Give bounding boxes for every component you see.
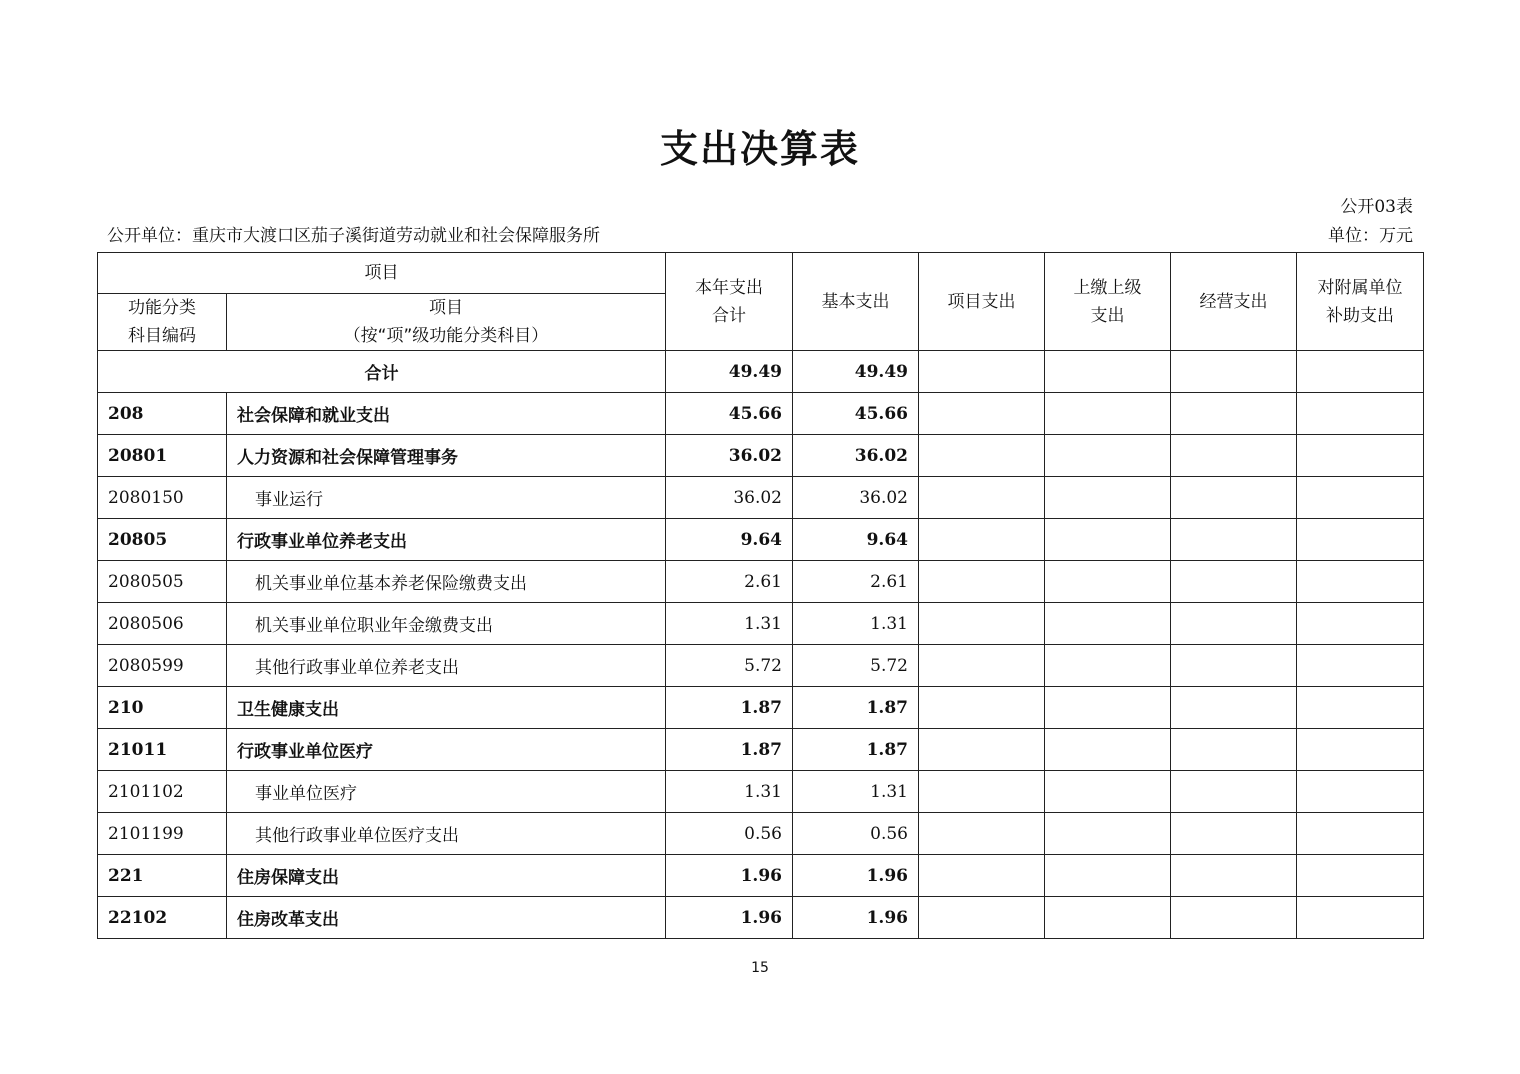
table-row [98,855,1424,897]
row-total: 1.87 [666,729,793,771]
header-code-line2: 科目编码 [128,326,196,346]
row-project [919,561,1045,603]
row-business [1171,855,1297,897]
row-upper [1045,771,1171,813]
header-name [227,294,666,351]
row-basic: 5.72 [793,645,919,687]
row-basic: 1.96 [793,855,919,897]
row-name: 事业运行 [227,477,666,519]
row-upper [1045,435,1171,477]
row-code: 20801 [98,435,227,477]
row-code: 21011 [98,729,227,771]
header-code-line1: 功能分类 [128,298,196,318]
row-project [919,813,1045,855]
row-subsidy [1297,561,1424,603]
row-name: 社会保障和就业支出 [227,393,666,435]
row-basic: 1.31 [793,603,919,645]
header-total [666,253,793,351]
row-total: 5.72 [666,645,793,687]
row-subsidy [1297,855,1424,897]
row-project [919,687,1045,729]
row-name: 其他行政事业单位医疗支出 [227,813,666,855]
row-business [1171,813,1297,855]
row-project [919,771,1045,813]
header-upper-line1: 上缴上级 [1073,277,1142,298]
row-basic: 1.31 [793,771,919,813]
total-basic: 49.49 [793,351,919,393]
total-subsidy [1297,351,1424,393]
row-name: 卫生健康支出 [227,687,666,729]
header-subsidy-line1: 对附属单位 [1317,277,1403,298]
row-name: 事业单位医疗 [227,771,666,813]
header-code [98,294,227,351]
row-total: 36.02 [666,435,793,477]
row-upper [1045,897,1171,939]
row-subsidy [1297,771,1424,813]
row-project [919,645,1045,687]
row-business [1171,645,1297,687]
row-name: 人力资源和社会保障管理事务 [227,435,666,477]
row-project [919,393,1045,435]
row-business [1171,687,1297,729]
header-total-line1: 本年支出 [695,277,763,298]
row-name: 住房改革支出 [227,897,666,939]
row-total: 1.87 [666,687,793,729]
row-name: 其他行政事业单位养老支出 [227,645,666,687]
row-business [1171,771,1297,813]
row-code: 2080505 [98,561,227,603]
table-row [98,813,1424,855]
row-code: 2101199 [98,813,227,855]
row-business [1171,519,1297,561]
row-upper [1045,477,1171,519]
header-row-1 [98,253,1424,294]
row-upper [1045,393,1171,435]
header-name-line2: （按“项”级功能分类科目） [343,326,549,346]
table-number: 公开03表 [1340,197,1413,217]
table-row [98,561,1424,603]
row-code: 208 [98,393,227,435]
row-code: 20805 [98,519,227,561]
header-subsidy-line2: 补助支出 [1326,305,1394,326]
row-code: 2101102 [98,771,227,813]
table-row [98,897,1424,939]
row-code: 2080150 [98,477,227,519]
total-row [98,351,1424,393]
row-name: 机关事业单位职业年金缴费支出 [227,603,666,645]
header-name-line1: 项目 [429,298,463,318]
row-upper [1045,813,1171,855]
row-upper [1045,519,1171,561]
row-code: 221 [98,855,227,897]
header-upper [1045,253,1171,351]
row-upper [1045,855,1171,897]
row-name: 行政事业单位医疗 [227,729,666,771]
row-upper [1045,729,1171,771]
row-total: 45.66 [666,393,793,435]
row-name: 机关事业单位基本养老保险缴费支出 [227,561,666,603]
row-business [1171,561,1297,603]
row-project [919,603,1045,645]
row-basic: 36.02 [793,435,919,477]
header-basic: 基本支出 [793,253,919,351]
header-business: 经营支出 [1171,253,1297,351]
page-title: 支出决算表 [659,127,860,171]
currency-unit: 单位：万元 [1328,226,1413,246]
row-upper [1045,645,1171,687]
row-code: 22102 [98,897,227,939]
row-total: 36.02 [666,477,793,519]
table-row [98,645,1424,687]
row-total: 2.61 [666,561,793,603]
row-subsidy [1297,435,1424,477]
row-code: 210 [98,687,227,729]
row-business [1171,435,1297,477]
row-subsidy [1297,603,1424,645]
row-basic: 0.56 [793,813,919,855]
total-business [1171,351,1297,393]
row-project [919,897,1045,939]
row-subsidy [1297,687,1424,729]
header-upper-line2: 支出 [1090,305,1125,326]
row-business [1171,897,1297,939]
table-row [98,603,1424,645]
row-upper [1045,687,1171,729]
row-project [919,855,1045,897]
publishing-unit: 公开单位：重庆市大渡口区茄子溪街道劳动就业和社会保障服务所 [107,226,600,246]
row-project [919,729,1045,771]
row-business [1171,393,1297,435]
row-code: 2080506 [98,603,227,645]
row-subsidy [1297,645,1424,687]
row-project [919,477,1045,519]
header-project-expenditure: 项目支出 [919,253,1045,351]
row-business [1171,477,1297,519]
row-name: 住房保障支出 [227,855,666,897]
row-basic: 1.87 [793,729,919,771]
table-row [98,477,1424,519]
row-basic: 1.87 [793,687,919,729]
row-subsidy [1297,519,1424,561]
header-total-line2: 合计 [712,305,746,326]
total-label: 合计 [98,351,666,393]
table-row [98,771,1424,813]
row-basic: 45.66 [793,393,919,435]
table-row [98,729,1424,771]
row-total: 1.31 [666,771,793,813]
header-subsidy [1297,253,1424,351]
row-project [919,519,1045,561]
header-project: 项目 [98,253,666,294]
row-subsidy [1297,729,1424,771]
row-business [1171,603,1297,645]
total-total: 49.49 [666,351,793,393]
total-upper [1045,351,1171,393]
row-total: 9.64 [666,519,793,561]
row-total: 0.56 [666,813,793,855]
table-row [98,687,1424,729]
row-subsidy [1297,897,1424,939]
row-upper [1045,561,1171,603]
row-basic: 2.61 [793,561,919,603]
row-subsidy [1297,813,1424,855]
row-subsidy [1297,393,1424,435]
row-code: 2080599 [98,645,227,687]
row-basic: 1.96 [793,897,919,939]
row-project [919,435,1045,477]
row-basic: 36.02 [793,477,919,519]
row-upper [1045,603,1171,645]
expenditure-table [97,252,1424,939]
row-total: 1.96 [666,855,793,897]
row-total: 1.31 [666,603,793,645]
table-row [98,519,1424,561]
table-row [98,393,1424,435]
page-number: 15 [751,960,769,976]
row-subsidy [1297,477,1424,519]
row-basic: 9.64 [793,519,919,561]
row-total: 1.96 [666,897,793,939]
row-name: 行政事业单位养老支出 [227,519,666,561]
total-project [919,351,1045,393]
row-business [1171,729,1297,771]
table-row [98,435,1424,477]
